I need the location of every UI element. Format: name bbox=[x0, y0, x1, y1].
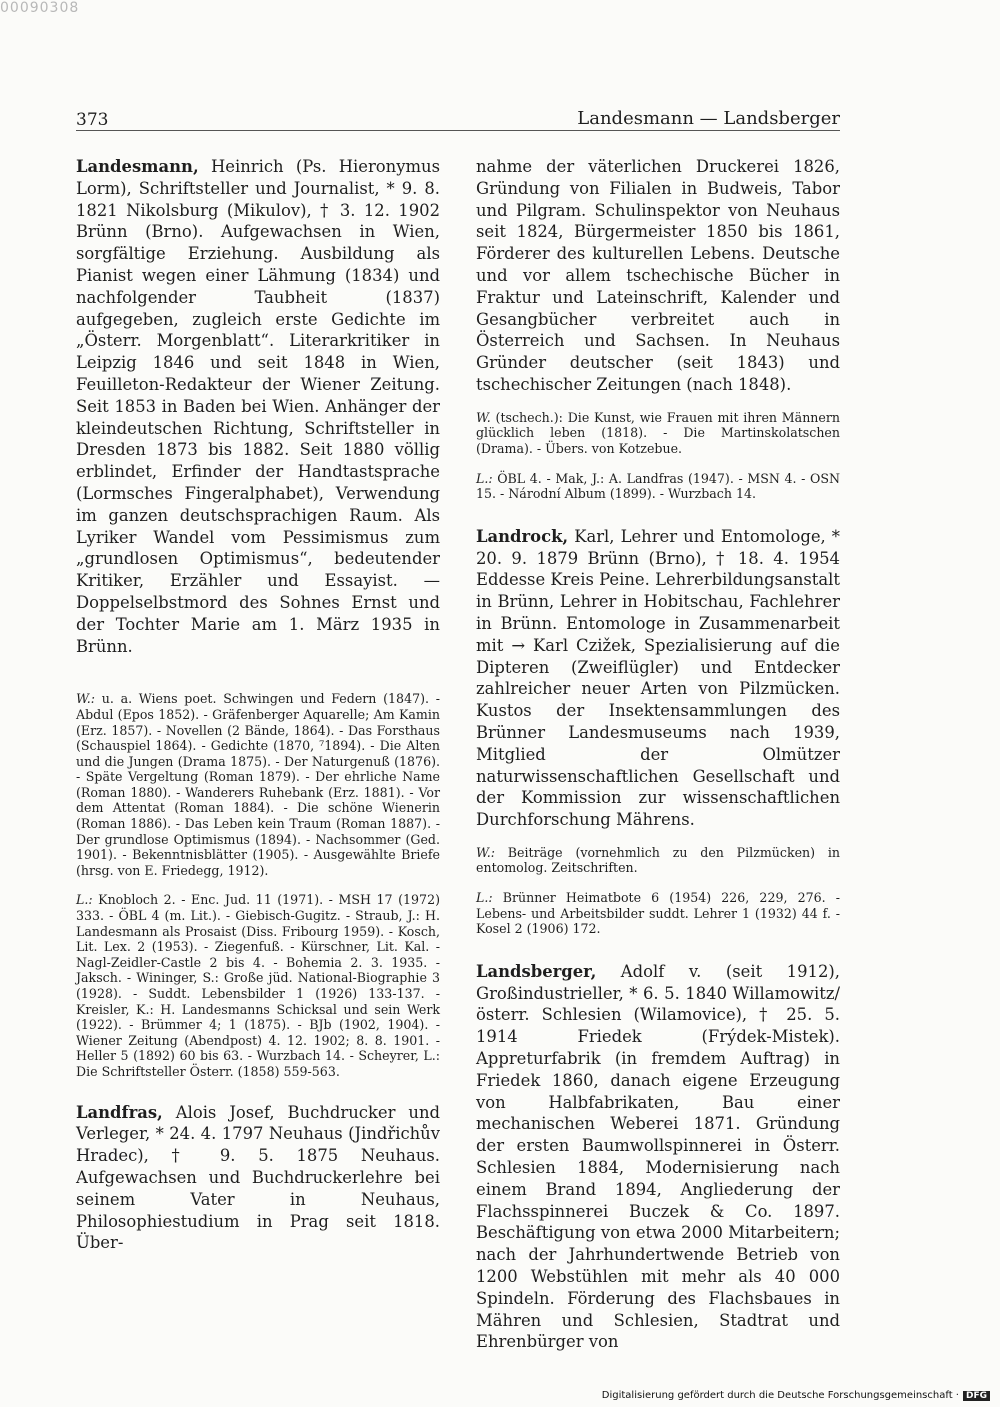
footer-text: Digitalisierung gefördert durch die Deutsche Forschungsgemeinschaft · bbox=[601, 1390, 959, 1401]
footer-credit bbox=[602, 1390, 990, 1401]
literature-text: Knobloch 2. - Enc. Jud. 11 (1971). - MSH 17 (1972) 333. - ÖBL 4 (m. Lit.). - Giebisch-Gugitz. - Straub, J.: H. Landesmann als Prosaist (Diss. Fribourg 1959). - Kosch, Lit. Lex. 2 (1953). - Ziegenfuß. - Kürschner, Lit. Kal. - Nagl-Zeidler-Castle 2 bis 4. - Bohemia 2. 3. 1935. - Jaksch. - Wininger, S.: Große jüd. National-Biographie 3 (1928). - Suddt. Lebensbilder 1 (1926) 133-137. - Kreisler, K.: H. Landesmanns Schicksal und sein Werk (1922). - Brümmer 4; 1 (1875). - BJb (1902, 1904). - Wiener Zeitung (Abendpost) 4. 12. 1902; 8. 8. 1901. - Heller 5 (1892) 60 bis 63. - Wurzbach 14. - Scheyrer, L.: Die Schriftsteller Österr. (1858) 559-563. bbox=[76, 892, 440, 1079]
lemma: Landsberger, bbox=[476, 961, 597, 981]
entry-landrock bbox=[476, 526, 840, 831]
works-label: W.: bbox=[476, 844, 495, 860]
works-text: Beiträge (vornehmlich zu den Pilzmücken) in entomolog. Zeitschriften. bbox=[476, 844, 840, 876]
lemma: Landesmann, bbox=[76, 157, 199, 176]
entry-landesmann bbox=[76, 156, 440, 657]
literature-label: L.: bbox=[76, 892, 93, 908]
lemma: Landrock, bbox=[476, 526, 569, 546]
entry-landsberger bbox=[476, 961, 840, 1353]
literature-landesmann bbox=[76, 892, 440, 1079]
entry-text: Alois Josef, Buchdrucker und Verleger, * 24. 4. 1797 Neuhaus (Jindřichův Hradec), † 9. 5. 1875 Neuhaus. Aufgewachsen und Buchdruckerlehre bei seinem Vater in Neuhaus, Philosophiestudium in Prag seit 1818. Über- bbox=[76, 1102, 440, 1253]
dfg-logo: DFG bbox=[963, 1391, 990, 1401]
lemma: Landfras, bbox=[76, 1102, 163, 1122]
literature-text: Brünner Heimatbote 6 (1954) 226, 229, 276. - Lebens- und Arbeitsbilder suddt. Lehrer 1 (1932) 44 f. - Kosel 2 (1906) 172. bbox=[476, 890, 840, 937]
running-head bbox=[76, 108, 840, 131]
works-landesmann bbox=[76, 691, 440, 878]
literature-label: L.: bbox=[476, 890, 493, 906]
page-headword-range: Landesmann — Landsberger bbox=[577, 108, 840, 129]
left-column bbox=[76, 156, 440, 1280]
literature-landfras bbox=[476, 471, 840, 502]
works-text: u. a. Wiens poet. Schwingen und Federn (1847). - Abdul (Epos 1852). - Gräfenberger Aquarelle; Am Kamin (Erz. 1857). - Novellen (2 Bände, 1864). - Das Forsthaus (Schauspiel 1864). - Gedichte (1870, ⁷1894). - Die Alten und die Jungen (Drama 1875). - Der Naturgenuß (1876). - Späte Vergeltung (Roman 1879). - Der ehrliche Name (Roman 1880). - Wanderers Ruhebank (Erz. 1881). - Vor dem Attentat (Roman 1884). - Die schöne Wienerin (Roman 1886). - Das Leben kein Traum (Roman 1887). - Der grundlose Optimismus (1894). - Nachsommer (Ged. 1901). - Bekenntnisblätter (1905). - Ausgewählte Briefe (hrsg. von E. Friedegg, 1912). bbox=[76, 691, 440, 878]
entry-text: Karl, Lehrer und Entomologe, * 20. 9. 1879 Brünn (Brno), † 18. 4. 1954 Eddesse Kreis Peine. Lehrerbildungsanstalt in Brünn, Lehrer in Hobitschau, Fachlehrer in Brünn. Entomologe in Zusammenarbeit mit → Karl Czižek, Spezialisierung auf die Dipteren (Zweiflügler) und Entdecker zahlreicher neuer Arten von Pilzmücken. Kustos der Insektensammlungen des Brünner Landesmuseums nach 1939, Mitglied der Olmützer naturwissenschaftlichen Gesellschaft und der Kommission zur wissenschaftlichen Durchforschung Mährens. bbox=[476, 526, 840, 830]
right-column bbox=[476, 156, 840, 1379]
works-landfras bbox=[476, 410, 840, 457]
literature-landrock bbox=[476, 890, 840, 937]
entry-text: nahme der väterlichen Druckerei 1826, Gründung von Filialen in Budweis, Tabor und Pilgram. Schulinspektor von Neuhaus seit 1824, Bürgermeister 1850 bis 1861, Förderer des kulturellen Lebens. Deutsche und vor allem tschechische Bücher in Fraktur und Lateinschrift, Kalender und Gesangbücher verbreitet auch in Österreich und Sachsen. In Neuhaus Gründer deutscher (seit 1843) und tschechischer Zeitungen (nach 1848). bbox=[476, 157, 840, 394]
entry-text: Adolf v. (seit 1912), Großindustrieller, * 6. 5. 1840 Willamowitz/österr. Schlesien (Wilamovice), † 25. 5. 1914 Friedek (Frýdek-Mistek). Appreturfabrik (in fremdem Auftrag) in Friedek 1860, danach eigene Erzeugung von Halbfabrikaten, Bau einer mechanischen Weberei 1871. Gründung der ersten Baumwollspinnerei in Österr. Schlesien 1884, Modernisierung nach einem Brand 1894, Angliederung der Flachsspinnerei Buczek & Co. 1897. Beschäftigung von etwa 2000 Mitarbeitern; nach der Jahrhundertwende Betrieb von 1200 Webstühlen mit mehr als 40 000 Spindeln. Förderung des Flachsbaues in Mähren und Schlesien, Stadtrat und Ehrenbürger von bbox=[476, 961, 840, 1352]
works-text: (tschech.): Die Kunst, wie Frauen mit ihren Männern glücklich leben (1818). - Die Martinskolatschen (Drama). - Übers. von Kotzebue. bbox=[476, 409, 840, 456]
literature-text: ÖBL 4. - Mak, J.: A. Landfras (1947). - MSN 4. - OSN 15. - Národní Album (1899). - Wurzbach 14. bbox=[476, 470, 840, 502]
scan-id: 00090308 bbox=[0, 0, 80, 16]
entry-landfras bbox=[76, 1102, 440, 1255]
literature-label: L.: bbox=[476, 470, 493, 486]
works-label: W. bbox=[476, 409, 491, 425]
works-label: W.: bbox=[76, 691, 95, 707]
entry-text: Heinrich (Ps. Hieronymus Lorm), Schriftsteller und Journalist, * 9. 8. 1821 Nikolsburg (Mikulov), † 3. 12. 1902 Brünn (Brno). Aufgewachsen in Wien, sorgfältige Erziehung. Ausbildung als Pianist wegen einer Lähmung (1834) und nachfolgender Taubheit (1837) aufgegeben, zugleich erste Gedichte im „Österr. Morgenblatt“. Literarkritiker in Leipzig 1846 und seit 1848 in Wien, Feuilleton-Redakteur der Wiener Zeitung. Seit 1853 in Baden bei Wien. Anhänger der kleindeutschen Richtung, Schriftsteller in Dresden 1873 bis 1882. Seit 1880 völlig erblindet, Erfinder der Handtastsprache (Lormsches Fingeralphabet), Verwendung im ganzen deutschsprachigen Raum. Als Lyriker Wandel vom Pessimismus zum „grundlosen Optimismus“, bedeutender Kritiker, Erzähler und Essayist. — Doppelselbstmord des Sohnes Ernst und der Tochter Marie am 1. März 1935 in Brünn. bbox=[76, 157, 440, 656]
works-landrock bbox=[476, 845, 840, 876]
entry-landfras-continued bbox=[476, 156, 840, 396]
page-number: 373 bbox=[76, 110, 109, 130]
